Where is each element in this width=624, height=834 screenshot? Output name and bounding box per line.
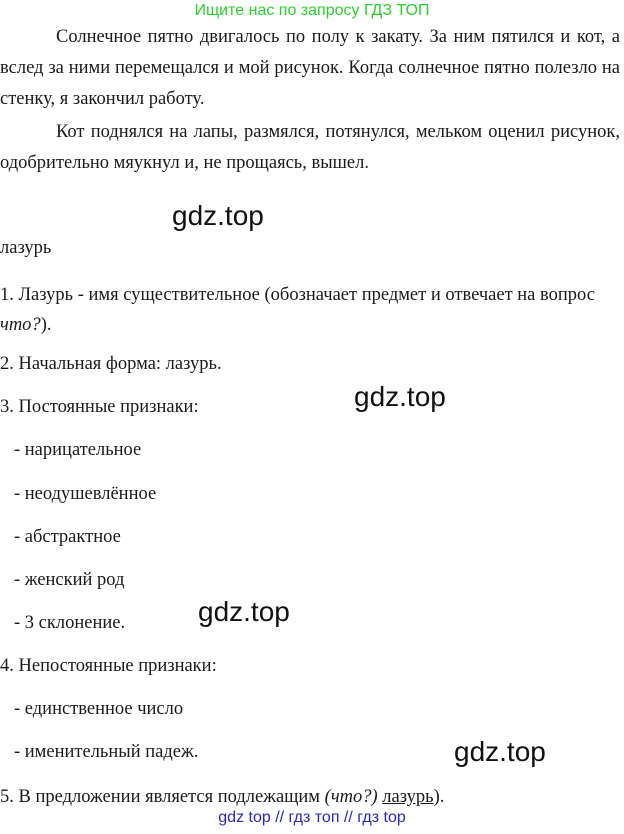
watermark: gdz.top (454, 736, 546, 767)
analysis-item-2: 2. Начальная форма: лазурь. (0, 354, 222, 374)
story-paragraph-1: Солнечное пятно двигалось по полу к закату. За ним пятился и кот, а вслед за ними перемещался и мой рисунок. Когда солнечное пятно полезло на стенку, я закончил работу. (0, 27, 620, 109)
constant-feature: - женский род (14, 570, 125, 590)
analysis-item-4: 4. Непостоянные признаки: (0, 656, 217, 676)
analysis-item-1-end: ). (40, 315, 52, 335)
constant-feature: - 3 склонение. (14, 613, 126, 633)
constant-feature: - нарицательное (14, 440, 142, 460)
analysis-item-5-end: ). (433, 787, 445, 807)
constant-feature: - неодушевлённое (14, 484, 157, 504)
story-paragraph-2: Кот поднялся на лапы, размялся, потянулся, мельком оценил рисунок, одобрительно мяукнул и, не прощаясь, вышел. (0, 122, 620, 173)
watermark: gdz.top (172, 200, 264, 231)
analysis-item-3: 3. Постоянные признаки: (0, 397, 199, 417)
analysis-item-1 (0, 280, 620, 340)
watermark: gdz.top (354, 381, 446, 412)
variable-feature: - именительный падеж. (14, 742, 199, 762)
analysis-item-1-text: 1. Лазурь - имя существительное (обозначает предмет и отвечает на вопрос (0, 285, 595, 305)
analysis-item-5-question: (что?) (324, 787, 378, 807)
watermark: gdz.top (198, 596, 290, 627)
analysis-item-5-text: 5. В предложении является подлежащим (0, 787, 325, 807)
subject-word: лазурь (382, 787, 434, 807)
analyzed-word: лазурь (0, 238, 52, 258)
variable-feature: - единственное число (14, 699, 184, 719)
constant-feature: - абстрактное (14, 527, 121, 547)
search-banner: Ищите нас по запросу ГДЗ ТОП (194, 2, 430, 19)
footer-links: gdz top // гдз топ // гдз top (218, 809, 406, 826)
analysis-item-1-question: что? (0, 315, 41, 335)
analysis-item-5 (0, 784, 444, 810)
